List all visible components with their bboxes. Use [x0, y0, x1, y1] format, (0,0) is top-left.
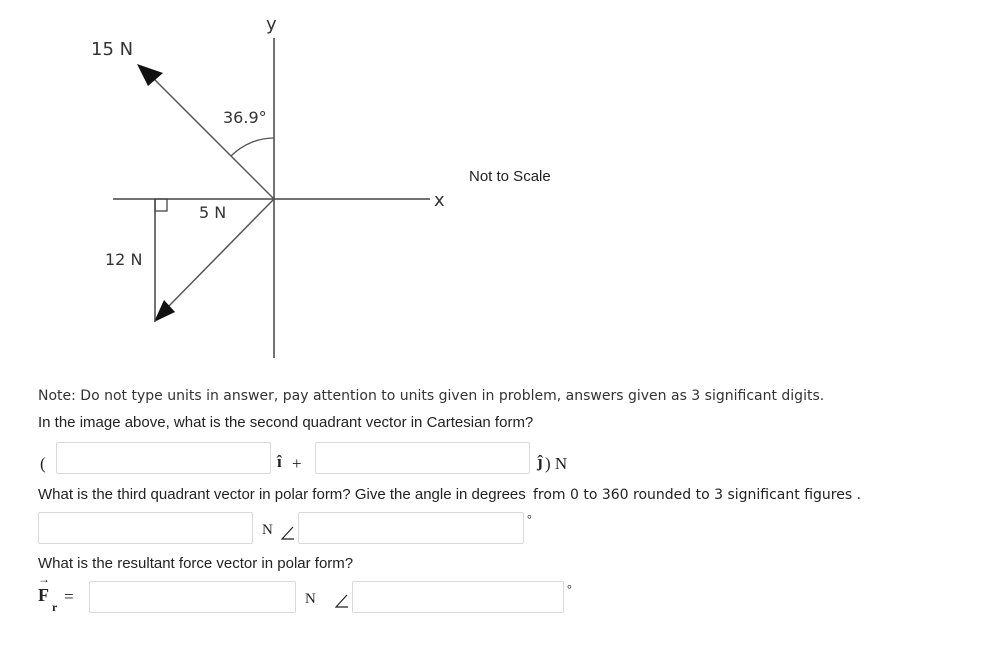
q1-prompt: In the image above, what is the second quadrant vector in Cartesian form?: [38, 414, 534, 431]
q1-i-component-input[interactable]: [56, 442, 271, 474]
force-15n-label: 15 N: [91, 39, 134, 60]
q3-prompt: What is the resultant force vector in polar form?: [38, 555, 354, 572]
q3-unit: N: [305, 591, 316, 607]
q2-degree-symbol: °: [527, 512, 532, 526]
q1-open-paren: (: [40, 454, 46, 473]
vector-15n-line: [150, 75, 274, 199]
vector-15n-arrowhead: [137, 64, 163, 86]
q3-equals: =: [64, 587, 74, 606]
q2-magnitude-input[interactable]: [38, 512, 253, 544]
q3-magnitude-input[interactable]: [89, 581, 296, 613]
scale-note: Not to Scale: [469, 168, 551, 185]
force-5n-label: 5 N: [199, 203, 227, 222]
right-angle-marker: [155, 199, 167, 211]
force-12n-label: 12 N: [105, 250, 143, 269]
y-axis-label: y: [266, 14, 277, 35]
i-unit-icon: î: [277, 452, 282, 471]
angle-label: 36.9°: [223, 108, 267, 127]
q2-unit: N: [262, 522, 273, 538]
q1-j-component-input[interactable]: [315, 442, 530, 474]
q1-plus: +: [292, 454, 302, 473]
q2-angle-input[interactable]: [298, 512, 524, 544]
q2-prompt-main: What is the third quadrant vector in polar form? Give the angle in degrees: [38, 486, 526, 503]
q3-degree-symbol: °: [567, 582, 572, 596]
angle-symbol-icon-2: [335, 594, 349, 608]
force-subscript: r: [52, 600, 58, 614]
units-note: Note: Do not type units in answer, pay attention to units given in problem, answers given as 3 significant digits.: [38, 388, 825, 404]
q2-prompt-range: from 0 to 360 rounded to 3 significant figures .: [532, 487, 862, 503]
force-symbol: F: [38, 585, 49, 605]
j-unit-icon: ĵ: [537, 452, 543, 471]
force-vector-arrow: →: [38, 572, 50, 586]
q2-prompt: [38, 486, 861, 503]
angle-symbol-icon: [281, 526, 295, 540]
x-axis-label: x: [434, 190, 445, 211]
q1-close-unit: ) N: [545, 454, 568, 473]
angle-arc: [231, 138, 274, 156]
q3-angle-input[interactable]: [352, 581, 564, 613]
force-vector-symbol-icon: [38, 572, 58, 614]
